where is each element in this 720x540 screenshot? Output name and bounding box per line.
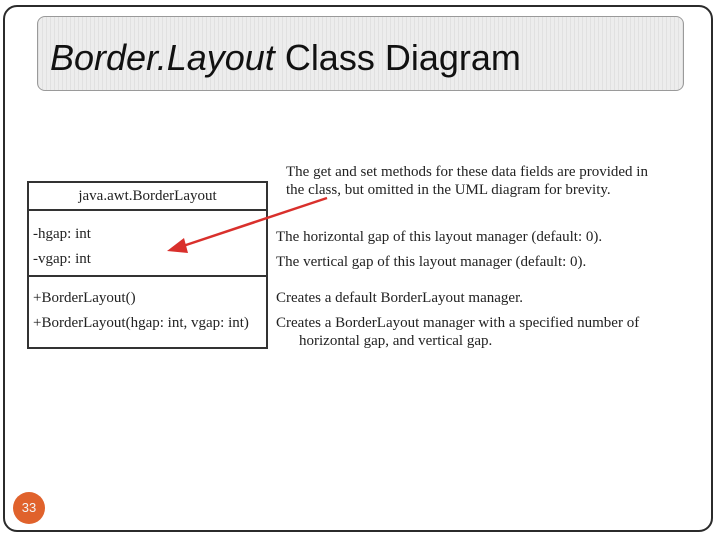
slide-title-rest: Class Diagram xyxy=(274,37,521,78)
vgap-description: The vertical gap of this layout manager (default: 0). xyxy=(276,254,587,270)
uml-method-default-constructor: +BorderLayout() xyxy=(33,290,136,306)
uml-field-vgap: -vgap: int xyxy=(33,251,91,267)
gap-constructor-description-continued: horizontal gap, and vertical gap. xyxy=(299,333,493,349)
gap-constructor-description: Creates a BorderLayout manager with a specified number of xyxy=(276,315,640,331)
note-line-1: The get and set methods for these data fields are provided in xyxy=(286,164,648,180)
slide-number-badge: 33 xyxy=(13,492,45,524)
slide-title-italic: Border.Layout xyxy=(50,37,275,78)
default-constructor-description: Creates a default BorderLayout manager. xyxy=(276,290,523,306)
note-line-2: the class, but omitted in the UML diagram for brevity. xyxy=(286,182,611,198)
uml-field-hgap: -hgap: int xyxy=(33,226,91,242)
annotation-arrow-head xyxy=(167,238,188,253)
hgap-description: The horizontal gap of this layout manager (default: 0). xyxy=(276,229,603,245)
uml-class-name: java.awt.BorderLayout xyxy=(29,183,266,211)
annotation-arrow xyxy=(180,198,327,247)
uml-method-gap-constructor: +BorderLayout(hgap: int, vgap: int) xyxy=(33,315,249,331)
